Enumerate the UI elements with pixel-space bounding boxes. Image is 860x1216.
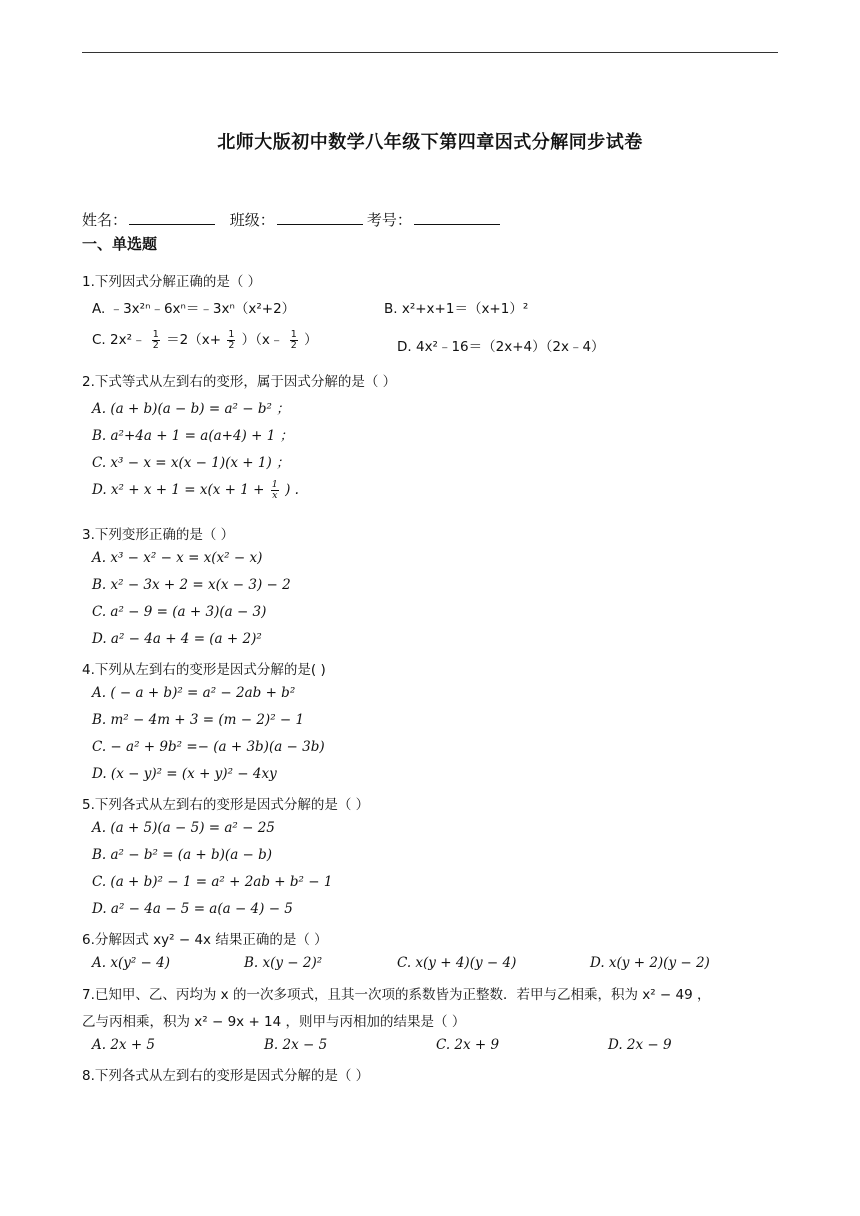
page-title: 北师大版初中数学八年级下第四章因式分解同步试卷 [217, 132, 643, 153]
question-4-option-d: D. (x − y)² = (x + y)² − 4xy [92, 766, 277, 782]
question-5-option-b: B. a² − b² = (a + b)(a − b) [92, 847, 273, 863]
number-blank[interactable] [414, 210, 500, 225]
q1c-mid1: ＝2（x+ [166, 332, 222, 348]
question-6-option-a: A. x(y² − 4) [92, 955, 171, 971]
q1c-fraction-1: $\frac{1}{2}$ [152, 328, 159, 351]
question-7-stem-line-2: 乙与丙相乘，积为 x² − 9x + 14 ，则甲与丙相加的结果是（ ） [82, 1014, 466, 1030]
name-blank[interactable] [129, 210, 215, 225]
question-1-stem: 1.下列因式分解正确的是（ ） [82, 274, 262, 290]
number-label: 考号： [366, 211, 412, 229]
question-1-option-a: A. ﹣3x²ⁿ﹣6xⁿ＝﹣3xⁿ（x²+2） [92, 301, 296, 317]
question-3-option-c: C. a² − 9 = (a + 3)(a − 3) [92, 604, 267, 620]
q2d-post: ) . [285, 482, 299, 498]
question-3-stem: 3.下列变形正确的是（ ） [82, 527, 235, 543]
question-3-option-d: D. a² − 4a + 4 = (a + 2)² [92, 631, 262, 647]
q1c-post: ） [304, 332, 318, 348]
question-5-option-c: C. (a + b)² − 1 = a² + 2ab + b² − 1 [92, 874, 333, 890]
q1c-pre: C. 2x²﹣ [92, 332, 146, 348]
question-7-option-a: A. 2x + 5 [92, 1037, 156, 1053]
student-info-line [82, 209, 504, 230]
question-4-option-c: C. − a² + 9b² =− (a + 3b)(a − 3b) [92, 739, 325, 755]
question-4-option-b: B. m² − 4m + 3 = (m − 2)² − 1 [92, 712, 305, 728]
q2d-fraction: $\frac{1}{x}$ [271, 479, 278, 501]
question-1-option-b: B. x²+x+1＝（x+1）² [384, 301, 529, 317]
question-6-stem: 6.分解因式 xy² − 4x 结果正确的是（ ） [82, 932, 328, 948]
question-4-option-a: A. ( − a + b)² = a² − 2ab + b² [92, 685, 296, 701]
question-4-stem: 4.下列从左到右的变形是因式分解的是( ) [82, 662, 326, 678]
question-6-option-b: B. x(y − 2)² [244, 955, 323, 971]
question-2-option-b: B. a²+4a + 1 = a(a+4) + 1 ； [92, 428, 294, 444]
question-1-option-c [92, 328, 318, 351]
q1c-fraction-3: $\frac{1}{2}$ [290, 328, 297, 351]
section-title: 一、单选题 [82, 235, 158, 253]
q2d-pre: D. x² + x + 1 = x(x + 1 + [92, 482, 265, 498]
q1c-fraction-2: $\frac{1}{2}$ [228, 328, 235, 351]
question-2-stem: 2.下式等式从左到右的变形，属于因式分解的是（ ） [82, 374, 397, 390]
question-7-option-c: C. 2x + 9 [436, 1037, 500, 1053]
question-8-stem: 8.下列各式从左到右的变形是因式分解的是（ ） [82, 1068, 370, 1084]
question-3-option-a: A. x³ − x² − x = x(x² − x) [92, 550, 263, 566]
question-2-option-c: C. x³ − x = x(x − 1)(x + 1) ； [92, 455, 290, 471]
question-3-option-b: B. x² − 3x + 2 = x(x − 3) − 2 [92, 577, 291, 593]
question-6-option-c: C. x(y + 4)(y − 4) [397, 955, 517, 971]
q1c-mid2: ）（x﹣ [241, 332, 284, 348]
header-rule [82, 52, 778, 53]
question-5-option-a: A. (a + 5)(a − 5) = a² − 25 [92, 820, 275, 836]
class-label: 班级： [229, 211, 275, 229]
question-6-option-d: D. x(y + 2)(y − 2) [590, 955, 710, 971]
question-5-option-d: D. a² − 4a − 5 = a(a − 4) − 5 [92, 901, 293, 917]
question-7-option-b: B. 2x − 5 [264, 1037, 328, 1053]
question-7-stem-line-1: 7.已知甲、乙、丙均为 x 的一次多项式，且其一次项的系数皆为正整数．若甲与乙相乘，积为 x² − 49 ， [82, 987, 711, 1003]
question-1-option-d: D. 4x²﹣16＝（2x+4）（2x﹣4） [397, 339, 605, 355]
class-blank[interactable] [277, 210, 363, 225]
name-label: 姓名： [82, 211, 128, 229]
question-7-option-d: D. 2x − 9 [608, 1037, 672, 1053]
question-2-option-d [92, 480, 299, 501]
question-2-option-a: A. (a + b)(a − b) = a² − b² ； [92, 401, 290, 417]
question-5-stem: 5.下列各式从左到右的变形是因式分解的是（ ） [82, 797, 370, 813]
